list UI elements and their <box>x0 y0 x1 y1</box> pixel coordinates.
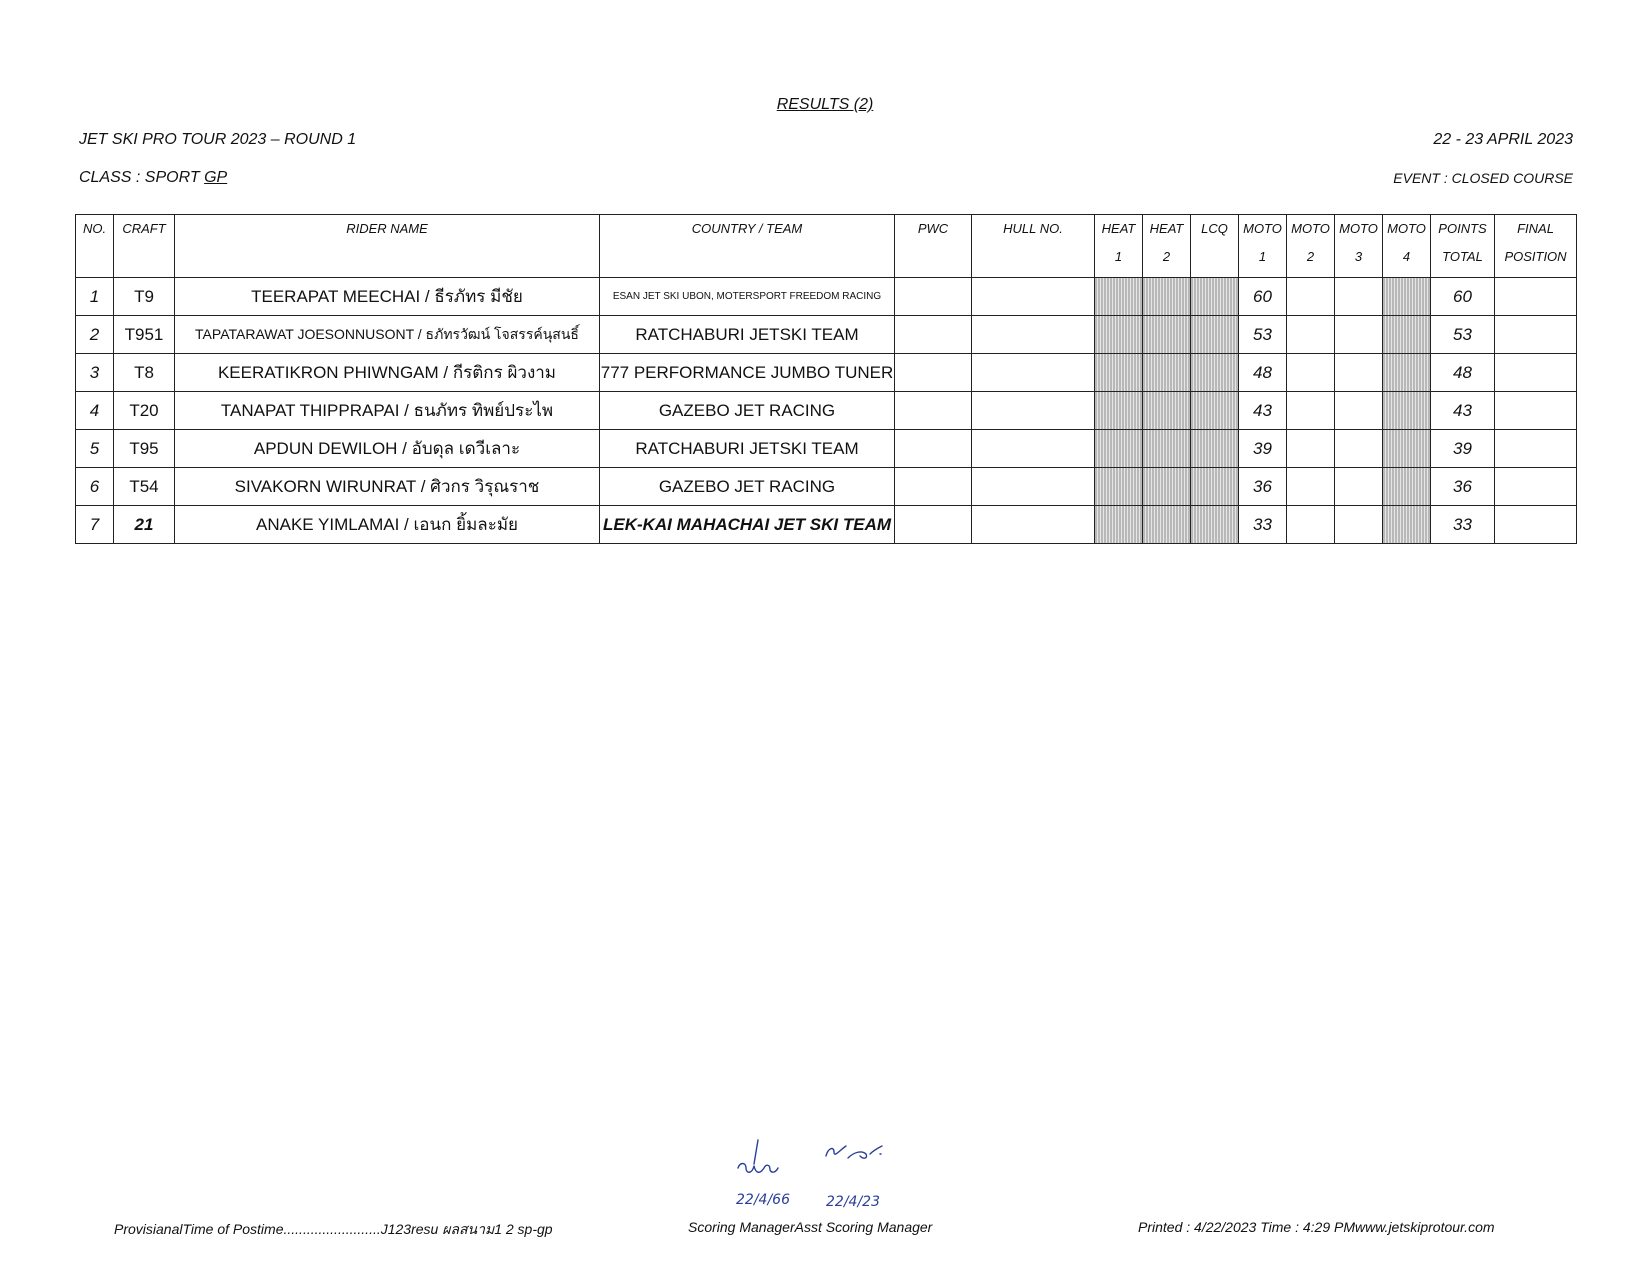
row-final-position <box>1495 316 1577 354</box>
row-heat-2 <box>1143 430 1191 468</box>
col-no: NO. <box>76 215 114 278</box>
row-hull-no <box>972 468 1095 506</box>
results-table <box>75 214 1577 544</box>
class-prefix: CLASS : SPORT <box>79 169 205 186</box>
row-final-position <box>1495 354 1577 392</box>
table-row <box>76 392 1577 430</box>
row-hull-no <box>972 430 1095 468</box>
row-no: 5 <box>76 430 114 468</box>
row-rider-name: SIVAKORN WIRUNRAT / ศิวกร วิรุณราช <box>175 468 600 506</box>
row-heat-2 <box>1143 506 1191 544</box>
row-team: LEK-KAI MAHACHAI JET SKI TEAM <box>600 506 895 544</box>
row-hull-no <box>972 278 1095 316</box>
row-heat-2 <box>1143 354 1191 392</box>
row-points-total: 33 <box>1431 506 1495 544</box>
signature-2-date: 22/4/23 <box>826 1194 880 1210</box>
event-name: JET SKI PRO TOUR 2023 – ROUND 1 <box>79 131 357 148</box>
event-type: EVENT : CLOSED COURSE <box>1393 170 1573 186</box>
signature-1-mark <box>738 1140 778 1172</box>
row-pwc <box>895 316 972 354</box>
row-lcq <box>1191 468 1239 506</box>
col-hull-no: HULL NO. <box>972 215 1095 278</box>
class-suffix: GP <box>204 169 228 186</box>
row-lcq <box>1191 354 1239 392</box>
row-no: 2 <box>76 316 114 354</box>
table-row <box>76 354 1577 392</box>
row-team: 777 PERFORMANCE JUMBO TUNER <box>600 354 895 392</box>
row-craft: T8 <box>114 354 175 392</box>
row-pwc <box>895 430 972 468</box>
row-moto-1: 60 <box>1239 278 1287 316</box>
row-craft: T95 <box>114 430 175 468</box>
row-heat-1 <box>1095 354 1143 392</box>
row-no: 3 <box>76 354 114 392</box>
row-final-position <box>1495 278 1577 316</box>
row-team: GAZEBO JET RACING <box>600 392 895 430</box>
table-row <box>76 430 1577 468</box>
row-heat-1 <box>1095 468 1143 506</box>
table-row <box>76 278 1577 316</box>
footer-scoring-manager: Scoring ManagerAsst Scoring Manager <box>688 1219 933 1235</box>
row-moto-4 <box>1383 316 1431 354</box>
row-moto-2 <box>1287 392 1335 430</box>
row-moto-2 <box>1287 278 1335 316</box>
row-moto-1: 43 <box>1239 392 1287 430</box>
row-heat-1 <box>1095 392 1143 430</box>
col-rider-name: RIDER NAME <box>175 215 600 278</box>
row-no: 4 <box>76 392 114 430</box>
row-moto-1: 36 <box>1239 468 1287 506</box>
signature-1-date: 22/4/66 <box>736 1192 790 1208</box>
row-final-position <box>1495 430 1577 468</box>
row-moto-1: 48 <box>1239 354 1287 392</box>
page-title: RESULTS (2) <box>776 96 874 113</box>
row-hull-no <box>972 392 1095 430</box>
row-craft: 21 <box>114 506 175 544</box>
row-rider-name: TEERAPAT MEECHAI / ธีรภัทร มีชัย <box>175 278 600 316</box>
row-points-total: 53 <box>1431 316 1495 354</box>
row-rider-name: KEERATIKRON PHIWNGAM / กีรติกร ผิวงาม <box>175 354 600 392</box>
row-hull-no <box>972 506 1095 544</box>
row-rider-name: ANAKE YIMLAMAI / เอนก ยิ้มละมัย <box>175 506 600 544</box>
row-lcq <box>1191 278 1239 316</box>
row-moto-2 <box>1287 316 1335 354</box>
row-moto-4 <box>1383 392 1431 430</box>
row-rider-name: TANAPAT THIPPRAPAI / ธนภัทร ทิพย์ประไพ <box>175 392 600 430</box>
row-moto-1: 53 <box>1239 316 1287 354</box>
row-heat-2 <box>1143 392 1191 430</box>
row-moto-3 <box>1335 316 1383 354</box>
row-rider-name: APDUN DEWILOH / อับดุล เดวีเลาะ <box>175 430 600 468</box>
row-heat-1 <box>1095 316 1143 354</box>
row-craft: T20 <box>114 392 175 430</box>
row-hull-no <box>972 354 1095 392</box>
table-row <box>76 506 1577 544</box>
col-heat-1: HEAT 1 <box>1095 215 1143 278</box>
row-lcq <box>1191 430 1239 468</box>
row-pwc <box>895 468 972 506</box>
handwritten-signatures <box>730 1134 920 1214</box>
col-moto-1: MOTO 1 <box>1239 215 1287 278</box>
row-pwc <box>895 506 972 544</box>
row-heat-2 <box>1143 468 1191 506</box>
col-moto-3: MOTO 3 <box>1335 215 1383 278</box>
footer-provisional-note: ProvisianalTime of Postime.........................J123resu ผลสนาม1 2 sp-gp <box>114 1221 553 1237</box>
row-heat-2 <box>1143 316 1191 354</box>
row-moto-2 <box>1287 468 1335 506</box>
row-lcq <box>1191 316 1239 354</box>
col-heat-2: HEAT 2 <box>1143 215 1191 278</box>
row-moto-3 <box>1335 430 1383 468</box>
row-pwc <box>895 278 972 316</box>
col-points-total: POINTS TOTAL <box>1431 215 1495 278</box>
table-row <box>76 468 1577 506</box>
row-pwc <box>895 354 972 392</box>
row-team: GAZEBO JET RACING <box>600 468 895 506</box>
row-lcq <box>1191 506 1239 544</box>
row-moto-4 <box>1383 430 1431 468</box>
row-moto-3 <box>1335 392 1383 430</box>
col-final-position: FINAL POSITION <box>1495 215 1577 278</box>
row-heat-1 <box>1095 278 1143 316</box>
row-final-position <box>1495 392 1577 430</box>
footer-printed-info: Printed : 4/22/2023 Time : 4:29 PMwww.jetskiprotour.com <box>1138 1219 1495 1235</box>
row-moto-2 <box>1287 506 1335 544</box>
row-points-total: 48 <box>1431 354 1495 392</box>
row-heat-1 <box>1095 506 1143 544</box>
row-craft: T951 <box>114 316 175 354</box>
signature-2-mark <box>826 1146 882 1158</box>
row-moto-4 <box>1383 278 1431 316</box>
event-date: 22 - 23 APRIL 2023 <box>1433 131 1573 148</box>
row-hull-no <box>972 316 1095 354</box>
col-lcq: LCQ <box>1191 215 1239 278</box>
row-points-total: 36 <box>1431 468 1495 506</box>
row-moto-4 <box>1383 506 1431 544</box>
row-pwc <box>895 392 972 430</box>
row-points-total: 43 <box>1431 392 1495 430</box>
row-craft: T9 <box>114 278 175 316</box>
row-team: RATCHABURI JETSKI TEAM <box>600 316 895 354</box>
row-team: ESAN JET SKI UBON, MOTERSPORT FREEDOM RACING <box>600 278 895 316</box>
row-no: 1 <box>76 278 114 316</box>
row-moto-3 <box>1335 468 1383 506</box>
row-heat-1 <box>1095 430 1143 468</box>
col-moto-2: MOTO 2 <box>1287 215 1335 278</box>
col-craft: CRAFT <box>114 215 175 278</box>
col-country-team: COUNTRY / TEAM <box>600 215 895 278</box>
header-row <box>76 215 1577 278</box>
row-craft: T54 <box>114 468 175 506</box>
row-moto-4 <box>1383 354 1431 392</box>
class-label <box>79 169 227 187</box>
row-moto-1: 39 <box>1239 430 1287 468</box>
row-moto-4 <box>1383 468 1431 506</box>
row-rider-name: TAPATARAWAT JOESONNUSONT / ธภัทรวัฒน์ โจสรรค์นุสนธิ์ <box>175 316 600 354</box>
row-moto-3 <box>1335 278 1383 316</box>
col-pwc: PWC <box>895 215 972 278</box>
row-lcq <box>1191 392 1239 430</box>
table-row <box>76 316 1577 354</box>
row-points-total: 60 <box>1431 278 1495 316</box>
row-moto-2 <box>1287 354 1335 392</box>
row-no: 6 <box>76 468 114 506</box>
row-moto-1: 33 <box>1239 506 1287 544</box>
row-team: RATCHABURI JETSKI TEAM <box>600 430 895 468</box>
row-points-total: 39 <box>1431 430 1495 468</box>
row-final-position <box>1495 468 1577 506</box>
row-moto-2 <box>1287 430 1335 468</box>
row-final-position <box>1495 506 1577 544</box>
row-moto-3 <box>1335 506 1383 544</box>
row-heat-2 <box>1143 278 1191 316</box>
row-moto-3 <box>1335 354 1383 392</box>
col-moto-4: MOTO 4 <box>1383 215 1431 278</box>
row-no: 7 <box>76 506 114 544</box>
